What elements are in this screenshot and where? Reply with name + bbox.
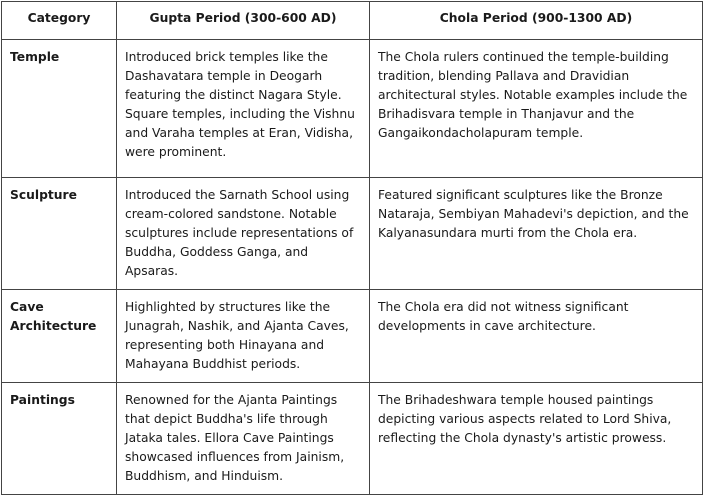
category-cell: Cave Architecture	[2, 290, 117, 383]
table-row	[2, 178, 703, 290]
gupta-cell: Introduced brick temples like the Dashavatara temple in Deogarh featuring the distinct Nagara Style. Square temples, including the Vishnu and Varaha temples at Eran, Vidisha, were prominent.	[117, 40, 370, 178]
category-cell: Paintings	[2, 383, 117, 495]
table-row	[2, 290, 703, 383]
chola-cell: The Chola era did not witness significant developments in cave architecture.	[370, 290, 703, 383]
category-cell: Temple	[2, 40, 117, 178]
chola-cell: The Chola rulers continued the temple-building tradition, blending Pallava and Dravidian architectural styles. Notable examples include the Brihadisvara temple in Thanjavur and the Gangaikondacholapuram temple.	[370, 40, 703, 178]
header-gupta-period: Gupta Period (300-600 AD)	[117, 2, 370, 40]
comparison-table	[1, 1, 703, 495]
chola-cell: Featured significant sculptures like the Bronze Nataraja, Sembiyan Mahadevi's depiction, and the Kalyanasundara murti from the Chola era.	[370, 178, 703, 290]
gupta-cell: Highlighted by structures like the Junagrah, Nashik, and Ajanta Caves, representing both Hinayana and Mahayana Buddhist periods.	[117, 290, 370, 383]
table-row	[2, 40, 703, 178]
header-chola-period: Chola Period (900-1300 AD)	[370, 2, 703, 40]
table-row	[2, 383, 703, 495]
gupta-cell: Renowned for the Ajanta Paintings that depict Buddha's life through Jataka tales. Ellora Cave Paintings showcased influences from Jainism, Buddhism, and Hinduism.	[117, 383, 370, 495]
chola-cell: The Brihadeshwara temple housed paintings depicting various aspects related to Lord Shiva, reflecting the Chola dynasty's artistic prowess.	[370, 383, 703, 495]
category-cell: Sculpture	[2, 178, 117, 290]
header-row	[2, 2, 703, 40]
header-category: Category	[2, 2, 117, 40]
gupta-cell: Introduced the Sarnath School using cream-colored sandstone. Notable sculptures include representations of Buddha, Goddess Ganga, and Apsaras.	[117, 178, 370, 290]
